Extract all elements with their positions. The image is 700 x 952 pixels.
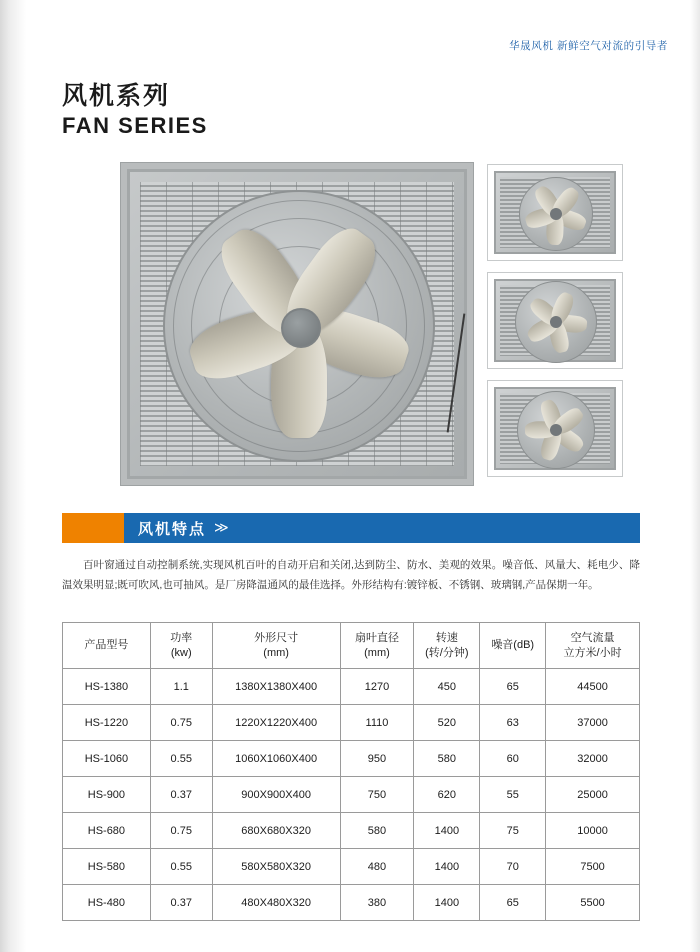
header-line-2: (kw) xyxy=(170,646,192,659)
table-header xyxy=(63,623,640,669)
cell-dimensions: 1220X1220X400 xyxy=(212,705,340,741)
cell-speed: 520 xyxy=(414,705,480,741)
header-line-1: 产品型号 xyxy=(84,639,129,652)
cell-blade-diameter: 950 xyxy=(340,741,414,777)
cell-airflow: 10000 xyxy=(546,813,640,849)
table-header-cell xyxy=(546,623,640,669)
fan-disc xyxy=(163,190,435,462)
header-line-2: (mm) xyxy=(263,646,289,659)
table-header-cell xyxy=(63,623,151,669)
cell-dimensions: 580X580X320 xyxy=(212,849,340,885)
thumb-housing xyxy=(494,279,616,362)
cell-blade-diameter: 1110 xyxy=(340,705,414,741)
cell-model: HS-680 xyxy=(63,813,151,849)
cell-noise: 55 xyxy=(480,777,546,813)
cell-dimensions: 900X900X400 xyxy=(212,777,340,813)
table-header-cell xyxy=(340,623,414,669)
cell-power: 0.55 xyxy=(150,741,212,777)
cell-airflow: 7500 xyxy=(546,849,640,885)
thumb-housing xyxy=(494,171,616,254)
feature-description xyxy=(62,556,640,596)
cell-power: 0.75 xyxy=(150,813,212,849)
table-header-cell xyxy=(212,623,340,669)
table-row xyxy=(63,741,640,777)
cell-airflow: 37000 xyxy=(546,705,640,741)
section-accent-block xyxy=(62,513,124,543)
cell-power: 1.1 xyxy=(150,669,212,705)
thumbnail-image-1 xyxy=(487,164,623,261)
page-title-en: FAN SERIES xyxy=(62,112,208,138)
cell-model: HS-580 xyxy=(63,849,151,885)
cell-noise: 75 xyxy=(480,813,546,849)
thumb-hub xyxy=(550,208,562,220)
cell-speed: 450 xyxy=(414,669,480,705)
cell-blade-diameter: 480 xyxy=(340,849,414,885)
thumb-hub xyxy=(550,424,562,436)
thumb-hub xyxy=(550,316,562,328)
cell-dimensions: 480X480X320 xyxy=(212,885,340,921)
table-header-row xyxy=(63,623,640,669)
cell-model: HS-1380 xyxy=(63,669,151,705)
header-line-1: 噪音(dB) xyxy=(491,639,535,652)
table-header-cell xyxy=(414,623,480,669)
cell-speed: 620 xyxy=(414,777,480,813)
cell-power: 0.55 xyxy=(150,849,212,885)
cell-blade-diameter: 750 xyxy=(340,777,414,813)
cell-airflow: 44500 xyxy=(546,669,640,705)
page-title xyxy=(62,82,208,139)
cell-model: HS-1220 xyxy=(63,705,151,741)
cell-noise: 60 xyxy=(480,741,546,777)
thumbnail-image-3 xyxy=(487,380,623,477)
table-row xyxy=(63,777,640,813)
cell-blade-diameter: 1270 xyxy=(340,669,414,705)
table-row xyxy=(63,813,640,849)
cell-speed: 580 xyxy=(414,741,480,777)
header-line-2: 立方米/小时 xyxy=(563,646,622,659)
cell-speed: 1400 xyxy=(414,849,480,885)
chevron-double-right-icon: ≫ xyxy=(214,519,227,535)
header-line-2: (转/分钟) xyxy=(425,646,469,659)
table-row xyxy=(63,705,640,741)
cell-noise: 65 xyxy=(480,669,546,705)
thumb-fan-disc xyxy=(517,391,595,469)
cell-model: HS-1060 xyxy=(63,741,151,777)
cell-blade-diameter: 580 xyxy=(340,813,414,849)
thumb-housing xyxy=(494,387,616,470)
header-line-2: (mm) xyxy=(364,646,390,659)
table-row xyxy=(63,669,640,705)
table-row xyxy=(63,849,640,885)
section-heading-label: 风机特点 xyxy=(138,521,207,538)
header-line-1: 空气流量 xyxy=(570,631,615,644)
fan-housing xyxy=(127,169,467,479)
cell-airflow: 5500 xyxy=(546,885,640,921)
cell-speed: 1400 xyxy=(414,813,480,849)
cell-noise: 65 xyxy=(480,885,546,921)
cell-airflow: 25000 xyxy=(546,777,640,813)
section-heading-bar xyxy=(62,513,640,543)
header-line-1: 功率 xyxy=(170,631,193,644)
page-title-cn: 风机系列 xyxy=(62,82,171,110)
cell-model: HS-480 xyxy=(63,885,151,921)
cell-dimensions: 680X680X320 xyxy=(212,813,340,849)
table-header-cell xyxy=(150,623,212,669)
header-line-1: 扇叶直径 xyxy=(354,631,399,644)
cell-noise: 63 xyxy=(480,705,546,741)
table-body xyxy=(63,669,640,921)
cell-noise: 70 xyxy=(480,849,546,885)
thumb-fan-disc xyxy=(515,281,597,363)
table-row xyxy=(63,885,640,921)
table-header-cell xyxy=(480,623,546,669)
header-line-1: 外形尺寸 xyxy=(254,631,299,644)
feature-description-text: 百叶窗通过自动控制系统,实现风机百叶的自动开启和关闭,达到防尘、防水、美观的效果。噪音低、风量大、耗电少、降温效果明显;既可吹风,也可抽风。是厂房降温通风的最佳选择。外形结构有:镀锌板、不锈钢、玻璃钢,产品保期一年。 xyxy=(62,559,640,591)
cell-power: 0.37 xyxy=(150,885,212,921)
thumb-fan-disc xyxy=(519,177,593,251)
fan-hub xyxy=(281,308,321,348)
specification-table xyxy=(62,622,640,921)
cell-dimensions: 1380X1380X400 xyxy=(212,669,340,705)
cell-model: HS-900 xyxy=(63,777,151,813)
cell-blade-diameter: 380 xyxy=(340,885,414,921)
cell-power: 0.37 xyxy=(150,777,212,813)
cell-speed: 1400 xyxy=(414,885,480,921)
header-line-1: 转速 xyxy=(435,631,458,644)
header-slogan: 华晟风机 新鲜空气对流的引导者 xyxy=(509,40,668,52)
cell-dimensions: 1060X1060X400 xyxy=(212,741,340,777)
cell-airflow: 32000 xyxy=(546,741,640,777)
main-product-image xyxy=(120,162,474,486)
thumbnail-image-2 xyxy=(487,272,623,369)
cell-power: 0.75 xyxy=(150,705,212,741)
